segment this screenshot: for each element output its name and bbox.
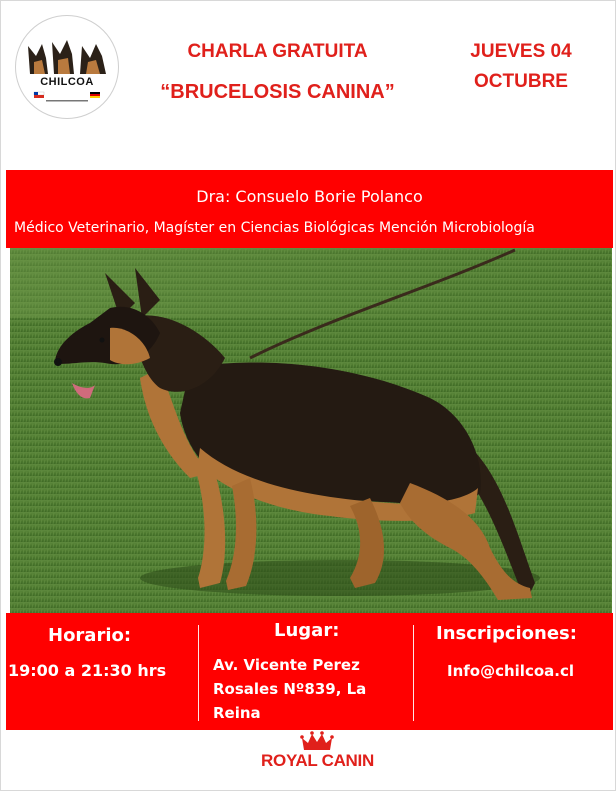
place-label: Lugar: [274,620,340,641]
event-date [436,37,606,97]
speaker-credentials: Médico Veterinario, Magíster en Ciencias Biológicas Mención Microbiología [14,220,535,236]
logo-text: CHILCOA [40,76,94,88]
event-date-day: JUEVES 04 [470,41,572,62]
chilcoa-logo [15,15,119,119]
column-divider [413,625,414,721]
german-shepherd-photo [10,248,612,613]
place-line: Reina [213,704,261,722]
event-topic: “BRUCELOSIS CANINA” [160,81,395,103]
signup-label: Inscripciones: [436,623,577,644]
place-line: Av. Vicente Perez [213,656,360,674]
signup-email[interactable]: Info@chilcoa.cl [447,662,574,680]
royal-canin-logo [250,730,385,778]
dog-heads-icon [16,16,118,118]
schedule-value: 19:00 a 21:30 hrs [8,661,167,680]
place-value [213,653,366,725]
info-band [6,613,613,730]
sponsor-name: ROYAL CANIN [261,751,374,770]
schedule-label: Horario: [48,625,132,646]
event-title: CHARLA GRATUITA [187,41,368,62]
event-date-month: OCTUBRE [474,71,568,92]
crown-icon [250,730,385,752]
dog-photo-icon [10,248,612,613]
place-line: Rosales Nº839, La [213,680,367,698]
speaker-name: Dra: Consuelo Borie Polanco [196,187,423,206]
column-divider [198,625,199,721]
speaker-band [6,170,613,248]
